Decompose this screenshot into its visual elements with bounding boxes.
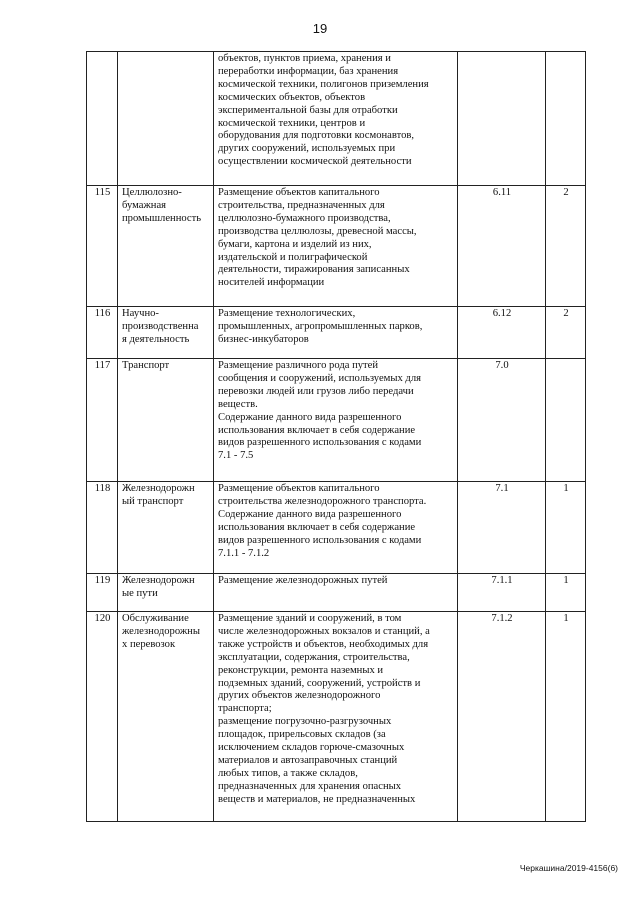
- use-description: Размещение технологических, промышленных, агропромышленных парков, бизнес-инкубаторов: [214, 307, 458, 359]
- use-value: [546, 52, 586, 186]
- use-description: Размещение объектов капитального строительства, предназначенных для целлюлозно-бумажного производства, производства целлюлозы, древесной массы, бумаги, картона и изделий из них, издательской и полиграфической деятельности, тиражирования записанных носителей информации: [214, 186, 458, 307]
- land-use-table: [86, 51, 586, 822]
- table-row: [87, 307, 586, 359]
- row-number: 118: [87, 482, 118, 574]
- use-value: 1: [546, 612, 586, 822]
- row-number: 116: [87, 307, 118, 359]
- use-code: 6.11: [458, 186, 546, 307]
- row-number: 119: [87, 574, 118, 612]
- use-code: 7.1.2: [458, 612, 546, 822]
- table-row: [87, 52, 586, 186]
- row-number: 115: [87, 186, 118, 307]
- use-value: 1: [546, 574, 586, 612]
- use-name: Научно- производственна я деятельность: [118, 307, 214, 359]
- use-value: [546, 359, 586, 482]
- table-row: [87, 482, 586, 574]
- table-row: [87, 186, 586, 307]
- table-row: [87, 574, 586, 612]
- use-code: 7.1.1: [458, 574, 546, 612]
- use-name: Транспорт: [118, 359, 214, 482]
- use-description: Размещение зданий и сооружений, в том числе железнодорожных вокзалов и станций, а также устройств и объектов, необходимых для эксплуатации, содержания, строительства, реконструкции, ремонта наземных и подземных зданий, сооружений, устройств и других объектов железнодорожного транспорта; размещение погрузочно-разгрузочных площадок, прирельсовых складов (за исключением складов горюче-смазочных материалов и автозаправочных станций любых типов, а также складов, предназначенных для хранения опасных веществ и материалов, не предназначенных: [214, 612, 458, 822]
- use-name: Железнодорожн ые пути: [118, 574, 214, 612]
- use-value: 1: [546, 482, 586, 574]
- use-description: Размещение объектов капитального строительства железнодорожного транспорта. Содержание данного вида разрешенного использования включает в себя содержание видов разрешенного использования с кодами 7.1.1 - 7.1.2: [214, 482, 458, 574]
- use-name: Железнодорожн ый транспорт: [118, 482, 214, 574]
- use-code: [458, 52, 546, 186]
- table-row: [87, 359, 586, 482]
- use-description: Размещение железнодорожных путей: [214, 574, 458, 612]
- use-name: [118, 52, 214, 186]
- document-footer: Черкашина/2019-4156(6): [519, 863, 618, 873]
- use-code: 7.1: [458, 482, 546, 574]
- use-code: 7.0: [458, 359, 546, 482]
- use-description: объектов, пунктов приема, хранения и переработки информации, баз хранения космической техники, полигонов приземления космических объектов, объектов экспериментальной базы для отработки космической техники, центров и оборудования для подготовки космонавтов, других сооружений, используемых при осуществлении космической деятельности: [214, 52, 458, 186]
- row-number: 120: [87, 612, 118, 822]
- use-value: 2: [546, 186, 586, 307]
- use-name: Обслуживание железнодорожны х перевозок: [118, 612, 214, 822]
- table-row: [87, 612, 586, 822]
- row-number: 117: [87, 359, 118, 482]
- row-number: [87, 52, 118, 186]
- use-description: Размещение различного рода путей сообщения и сооружений, используемых для перевозки людей или грузов либо передачи веществ. Содержание данного вида разрешенного использования включает в себя содержание видов разрешенного использования с кодами 7.1 - 7.5: [214, 359, 458, 482]
- use-name: Целлюлозно- бумажная промышленность: [118, 186, 214, 307]
- use-code: 6.12: [458, 307, 546, 359]
- page-number: 19: [312, 21, 328, 36]
- use-value: 2: [546, 307, 586, 359]
